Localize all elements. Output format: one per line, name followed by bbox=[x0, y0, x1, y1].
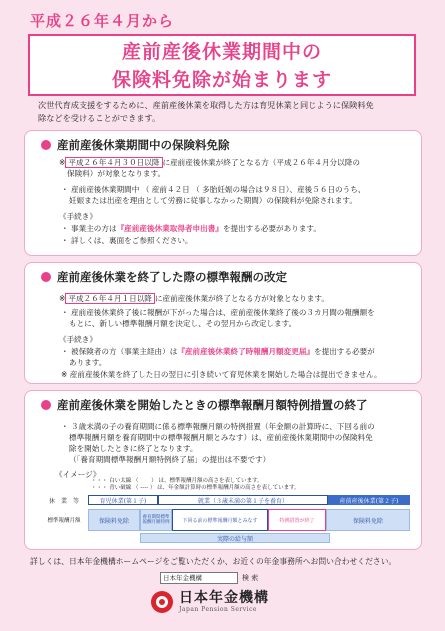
section-1-heading bbox=[41, 137, 230, 153]
section-1-procedure-head: 《手続き》 bbox=[59, 212, 97, 221]
note-mark: ※ bbox=[59, 294, 66, 303]
date-highlight: 平成２６年４月３０日以降 bbox=[65, 157, 162, 168]
section-1-title: 産前産後休業期間中の保険料免除 bbox=[57, 138, 230, 152]
date-highlight: 平成２６年４月１日以降 bbox=[65, 293, 155, 304]
note-text: に産前産後休業が終了となる方が対象となります。 bbox=[154, 294, 329, 303]
section-1-note-line-2: 保険料）が対象となります。 bbox=[67, 169, 166, 178]
section-2-bullet-1-line-2: もとに、新しい標準報酬月額を決定し、その翌月から改定します。 bbox=[69, 319, 297, 328]
jps-logo-icon bbox=[150, 590, 174, 614]
section-1-bullet-2 bbox=[61, 223, 321, 234]
bullet-icon bbox=[41, 140, 51, 150]
legend-blue-dash: ・・・ 青い破線 （ ---- ） は、年金額計算時の標準報酬月額の高さを表しています。 bbox=[91, 485, 300, 491]
section-2-bullet-2-line-2: あります。 bbox=[69, 358, 107, 367]
section-2-bullet-1: ・ 産前産後休業終了後に報酬が下がった場合は、産前産後休業終了後の３カ月間の報酬額を bbox=[61, 308, 375, 317]
legend-white-line: ・・・ 白い太線 （ ） は、標準報酬月額の高さを表しています。 bbox=[91, 478, 263, 484]
section-3-bullet-1-line-2: 標準報酬月額を養育期間中の標準報酬月額とみなす）は、産前産後休業期間中の保険料免 bbox=[69, 433, 373, 442]
title-line-2: 保険料免除が始まります bbox=[111, 69, 332, 91]
section-2-note bbox=[59, 293, 329, 304]
note-text: に産前産後休業が終了となる方（平成２６年４月分以降の bbox=[162, 158, 360, 167]
section-3-bullet-1: ・ ３歳未満の子の養育期間に係る標準報酬月額の特例措置（年金額の計算時に、下回る前の bbox=[61, 422, 375, 431]
b2-post: を提出する必要が bbox=[314, 347, 375, 356]
intro-line-2: 除などを受けることができます。 bbox=[38, 112, 161, 123]
period-childcare-leave: 育児休業(第１子) bbox=[88, 495, 158, 505]
b2-pre: ・ 被保険者の方（事業主経由）は bbox=[61, 347, 178, 356]
deemed-remuneration: 下回る前の標準報酬月額とみなす bbox=[172, 509, 268, 531]
section-1-bullet-1: ・ 産前産後休業期間中 （ 産前４２日 （ 多胎妊娠の場合は９８日）、産後５６日のうち、 bbox=[61, 185, 366, 194]
section-2-title: 産前産後休業を終了した際の標準報酬の改定 bbox=[57, 270, 287, 284]
b2-post: を提出する必要があります。 bbox=[222, 224, 321, 233]
title-line-1: 産前産後休業期間中の bbox=[121, 41, 322, 63]
section-3-heading bbox=[41, 397, 368, 413]
section-2-bullet-2 bbox=[61, 346, 375, 357]
bullet-icon bbox=[41, 400, 51, 410]
form-name-highlight: 『産前産後休業終了時報酬月額変更届』 bbox=[177, 347, 315, 356]
section-remuneration-revision bbox=[24, 262, 422, 384]
special-measure: 養育期間標準報酬月額特例 bbox=[140, 509, 172, 531]
form-name-highlight: 『産前産後休業取得者申出書』 bbox=[116, 224, 223, 233]
jps-logo bbox=[150, 590, 269, 614]
section-1-note bbox=[59, 157, 360, 168]
period-maternity-leave: 産前産後休業(第２子) bbox=[328, 495, 410, 505]
logo-name: 日本年金機構 bbox=[179, 590, 269, 606]
exemption-2: 保険料免除 bbox=[326, 509, 410, 531]
search-keyword-box: 日本年金機構 bbox=[160, 572, 238, 584]
image-label: 《イメージ》 bbox=[55, 470, 101, 479]
row-label-remuneration: 標準報酬月額 bbox=[40, 509, 88, 531]
search-prompt bbox=[160, 572, 258, 584]
section-2-note-bottom: ※ 産前産後休業を終了した日の翌日に引き続いて育児休業を開始した場合は提出できません。 bbox=[61, 370, 382, 379]
exemption-1: 保険料免除 bbox=[88, 509, 140, 531]
actual-salary: 実際の給与額 bbox=[140, 533, 330, 543]
section-1-bullet-3: ・ 詳しくは、裏面をご参照ください。 bbox=[61, 236, 193, 245]
section-2-procedure-head: 《手続き》 bbox=[59, 335, 97, 344]
intro-line-1: 次世代育成支援をするために、産前産後休業を取得した方は育児休業と同じように保険料免 bbox=[38, 100, 374, 110]
effective-date: 平成２６年４月から bbox=[30, 12, 175, 30]
section-3-bullet-1-line-4: （「養育期間標準報酬月額特例終了届」の提出は不要です） bbox=[69, 455, 271, 464]
bullet-icon bbox=[41, 272, 51, 282]
main-title bbox=[28, 34, 416, 96]
measure-ended: 特例措置が終了 bbox=[268, 509, 326, 531]
note-mark: ※ bbox=[59, 158, 66, 167]
section-1-bullet-1-line-2: 妊娠または出産を理由として労務に従事しなかった期間）の保険料が免除されます。 bbox=[69, 196, 357, 205]
search-label: 検 索 bbox=[242, 574, 259, 582]
image-diagram bbox=[40, 495, 410, 545]
logo-subtitle: Japan Pension Service bbox=[179, 606, 257, 613]
intro-text bbox=[38, 99, 413, 124]
footer-text: 詳しくは、日本年金機構ホームページをご覧いただくか、お近くの年金事務所へお問い合わせください。 bbox=[30, 557, 397, 566]
section-3-bullet-1-line-3: 除を開始したときに終了となります。 bbox=[69, 444, 198, 453]
row-label-leave: 休 業 等 bbox=[40, 495, 88, 505]
section-3-title: 産前産後休業を開始したときの標準報酬月額特例措置の終了 bbox=[57, 398, 368, 412]
b2-pre: ・ 事業主の方は bbox=[61, 224, 117, 233]
section-premium-exemption bbox=[24, 130, 422, 256]
period-working: 就業（３歳未満の第１子を養育） bbox=[158, 495, 328, 505]
section-2-heading bbox=[41, 269, 287, 285]
